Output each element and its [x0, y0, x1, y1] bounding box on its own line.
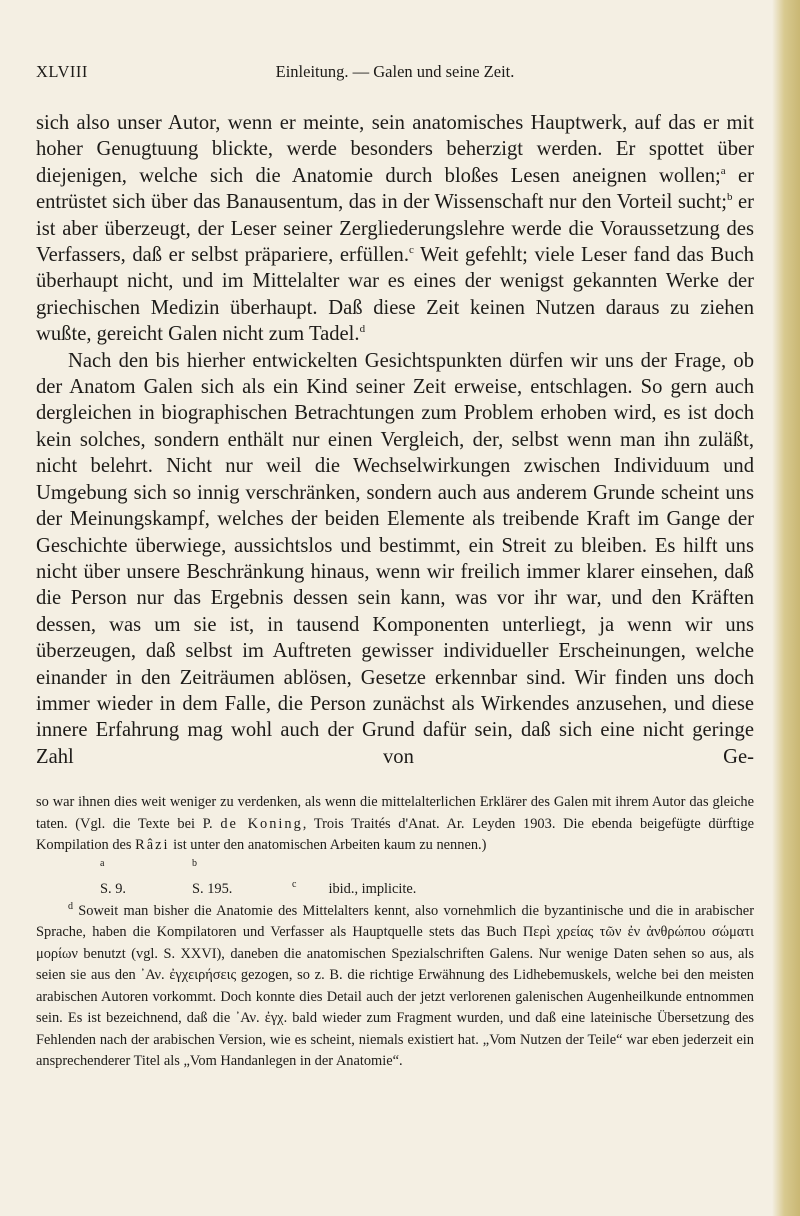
footnote-ref-a: a [720, 164, 726, 177]
running-header [36, 62, 754, 88]
footnote-a: $^a$S. 9. [100, 857, 126, 897]
footnote-ref-c: c [409, 244, 414, 257]
page-number: XLVIII [36, 62, 88, 81]
paragraph-2: Nach den bis hierher entwickelten Gesichtspunkten dürfen wir uns der Frage, ob der Anatom Galen sich als ein Kind seiner Zeit erweise, entschlagen. So gern auch dergleichen in biographischen Betrachtungen zum Problem erhoben wird, es ist doch kein solches, sondern enthält nur einen Vergleich, der, selbst wenn man ihn zuläßt, nicht belehrt. Nicht nur weil die Wechselwirkungen zwischen Individuum und Umgebung sich so innig verschränken, sondern auch aus anderem Grunde scheint uns der Meinungskampf, welches der beiden Elemente als treibende Kraft im Gange der Geschichte überwiege, aussichtslos und bestimmt, ein Streit zu bleiben. Es hilft uns nicht über unsere Beschränkung hinaus, wenn wir freilich immer klarer einsehen, daß die Person nur das Ergebnis dessen sein kann, was vor ihr war, und den Kräften dessen, was um sie ist, in tausend Komponenten unterliegt, ja wenn wir uns überzeugen, daß selbst im Auftreten gewisser individueller Erscheinungen, welche einander in den Zeiträumen ablösen, Gesetze erkennbar sind. Wir finden uns doch immer wieder in dem Falle, die Person zunächst als Wirkendes anzusehen, und diese innere Erfahrung mag wohl auch der Grund dafür sein, daß sich eine nicht geringe Zahl von Ge- [36, 349, 754, 768]
footnote-b: $^b$S. 195. [192, 857, 233, 897]
paragraph-1-text: Weit gefehlt; viele Leser fand das Buch überhaupt nicht, und im Mittelalter war es eines der wenigst gekannten Werke der griechischen Medizin überhaupt. Daß diese Zeit keinen Nutzen daraus zu ziehen wußte, gereicht Galen nicht zum Tadel. [36, 244, 754, 346]
footnote-refs [36, 858, 754, 901]
footnote-c: $^c$ibid., implicite. [292, 879, 417, 897]
footnote-ref-b: b [727, 191, 733, 204]
footnote-ref-d: d [359, 323, 366, 336]
paragraph-1 [36, 110, 754, 348]
main-text [36, 110, 754, 770]
paragraph-1-text: er ist aber überzeugt, der Leser seiner Zergliederungslehre werde die Voraussetzung des Verfassers, daß er selbst präpariere, erfüllen. [36, 191, 754, 267]
paragraph-1-text: sich also unser Autor, wenn er meinte, sein anatomisches Hauptwerk, auf das er mit hoher Genugtuung blickte, werde besonders beherzigt werden. Er spottet über diejenigen, welche sich die Anatomie durch bloßes Lesen aneignen wollen; [36, 112, 754, 187]
paragraph-1-text: er entrüstet sich über das Banausentum, das in der Wissenschaft nur den Vorteil sucht; [36, 164, 754, 214]
author-name: de Koning [220, 815, 303, 832]
author-name: Râzi [135, 837, 170, 853]
footnote-continuation: so war ihnen dies weit weniger zu verdenken, als wenn die mittelalterlichen Erklärer des Galen mit ihrem Autor das gleiche taten. (Vgl. die Texte bei P. de Koning, Trois Traités d'Anat. Ar. Leyden 1903. Die ebenda beigefügte dürftige Kompilation des Râzi ist unter den anatomischen Arbeiten kaum zu nennen.) [36, 794, 754, 853]
page-edge-shadow [772, 0, 800, 1216]
footnotes [36, 792, 754, 1073]
running-title: Einleitung. — Galen und seine Zeit. [275, 62, 515, 81]
footnote-d: $^d$ Soweit man bisher die Anatomie des Mittelalters kennt, also vornehmlich die byzantinische und die in arabischer Sprache, haben die Kompilatoren und Verfasser als Hauptquelle stets das Buch Περὶ χρείας τῶν ἐν ἀνθρώπου σώματι μορίων benutzt (vgl. S. XXVI), daneben die anatomischen Spezialschriften Galens. Nur wenige Daten sehen so aus, als seien sie aus den ᾿Αν. ἐγχειρήσεις gezogen, so z. B. die richtige Erwähnung des Lidhebemuskels, welche bei den meisten arabischen Autoren vorkommt. Doch konnte dies Detail auch der jetzt verlorenen galenischen Augenheilkunde entnommen sein. Es ist bezeichnend, daß die ᾿Αν. ἐγχ. bald wieder zum Fragment wurden, und daß eine lateinische Übersetzung des Fehlenden nach der arabischen Version, wie es scheint, niemals existiert hat. „Vom Nutzen der Teile“ war eben jederzeit ein ansprechenderer Titel als „Vom Handanlegen in der Anatomie“. [36, 900, 754, 1069]
